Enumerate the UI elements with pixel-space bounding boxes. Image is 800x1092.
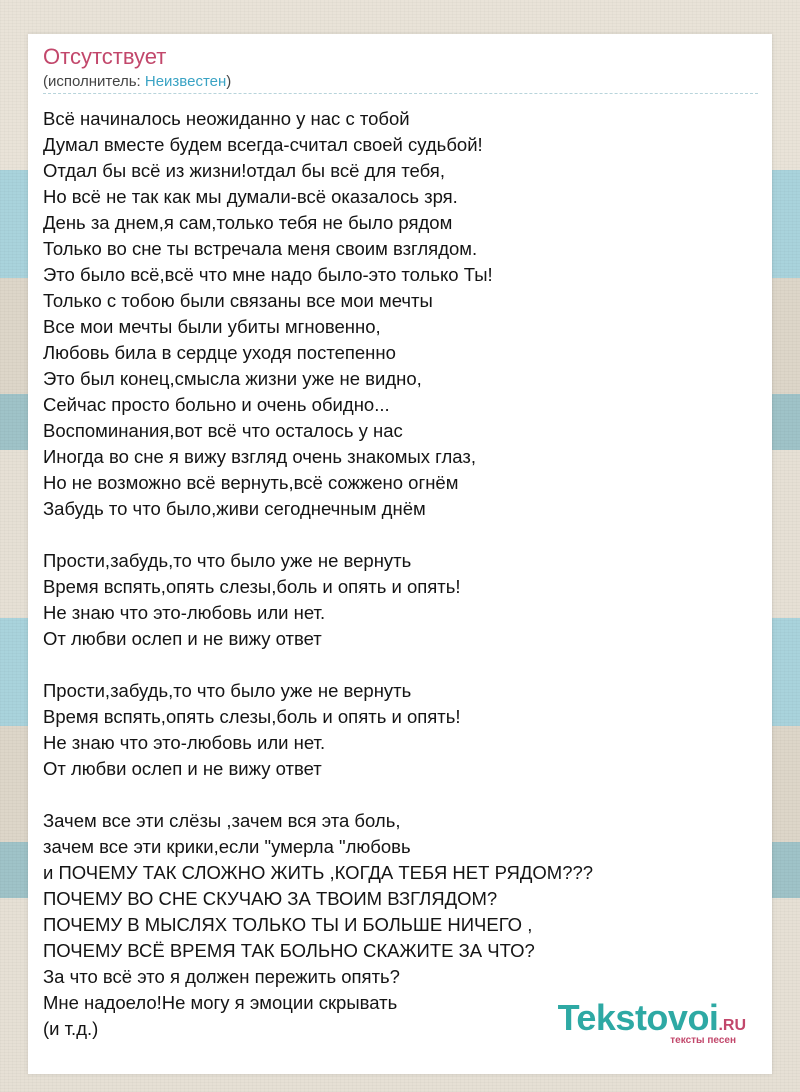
lyrics-line: Иногда во сне я вижу взгляд очень знакомых глаз, — [43, 446, 476, 467]
artist-line — [43, 73, 231, 91]
logo-name: Tekstovoi — [557, 997, 719, 1038]
artist-prefix: (исполнитель: — [43, 73, 145, 90]
lyrics-line: Но всё не так как мы думали-всё оказалось зря. — [43, 186, 458, 207]
lyrics-line: Только с тобою были связаны все мои мечты — [43, 290, 433, 311]
lyrics-line: Прости,забудь,то что было уже не вернуть — [43, 550, 412, 571]
artist-link[interactable]: Неизвестен — [144, 73, 227, 90]
lyrics-line: Это было всё,всё что мне надо было-это только Ты! — [43, 264, 493, 285]
lyrics-line: От любви ослеп и не вижу ответ — [43, 628, 322, 649]
site-logo[interactable] — [557, 997, 746, 1050]
lyrics-line: Зачем все эти слёзы ,зачем вся эта боль, — [43, 810, 401, 831]
song-title: Отсутствует — [43, 44, 167, 69]
lyrics-line: Не знаю что это-любовь или нет. — [43, 602, 326, 623]
lyrics-line: Только во сне ты встречала меня своим взглядом. — [43, 238, 478, 259]
lyrics-line: От любви ослеп и не вижу ответ — [43, 758, 322, 779]
lyrics-stanza — [43, 678, 763, 782]
lyrics-line: (и т.д.) — [43, 1018, 99, 1039]
logo-tld: .RU — [718, 1017, 746, 1034]
lyrics-body — [43, 106, 763, 1042]
title-divider — [43, 93, 758, 94]
lyrics-line: ПОЧЕМУ ВСЁ ВРЕМЯ ТАК БОЛЬНО СКАЖИТЕ ЗА ЧТО? — [43, 940, 535, 961]
lyrics-sheet — [28, 34, 772, 1074]
lyrics-line: Не знаю что это-любовь или нет. — [43, 732, 326, 753]
lyrics-line: Воспоминания,вот всё что осталось у нас — [43, 420, 403, 441]
artist-suffix: ) — [226, 73, 232, 90]
lyrics-line: ПОЧЕМУ ВО СНЕ СКУЧАЮ ЗА ТВОИМ ВЗГЛЯДОМ? — [43, 888, 498, 909]
lyrics-line: Мне надоело!Не могу я эмоции скрывать — [43, 992, 398, 1013]
lyrics-line: Прости,забудь,то что было уже не вернуть — [43, 680, 412, 701]
lyrics-line: День за днем,я сам,только тебя не было рядом — [43, 212, 453, 233]
lyrics-line: Время вспять,опять слезы,боль и опять и опять! — [43, 706, 461, 727]
lyrics-line: ПОЧЕМУ В МЫСЛЯХ ТОЛЬКО ТЫ И БОЛЬШЕ НИЧЕГО , — [43, 914, 533, 935]
lyrics-line: Время вспять,опять слезы,боль и опять и опять! — [43, 576, 461, 597]
lyrics-line: Это был конец,смысла жизни уже не видно, — [43, 368, 422, 389]
lyrics-line: Забудь то что было,живи сегоднечным днём — [43, 498, 426, 519]
lyrics-line: Все мои мечты были убиты мгновенно, — [43, 316, 381, 337]
lyrics-line: Отдал бы всё из жизни!отдал бы всё для тебя, — [43, 160, 445, 181]
lyrics-stanza — [43, 548, 763, 652]
lyrics-line: Любовь била в сердце уходя постепенно — [43, 342, 396, 363]
logo-tagline: тексты песен — [670, 1035, 736, 1046]
lyrics-stanza — [43, 106, 763, 522]
lyrics-line: Но не возможно всё вернуть,всё сожжено огнём — [43, 472, 459, 493]
lyrics-line: Всё начиналось неожиданно у нас с тобой — [43, 108, 410, 129]
lyrics-line: и ПОЧЕМУ ТАК СЛОЖНО ЖИТЬ ,КОГДА ТЕБЯ НЕТ РЯДОМ??? — [43, 862, 594, 883]
lyrics-line: Думал вместе будем всегда-считал своей судьбой! — [43, 134, 483, 155]
lyrics-line: За что всё это я должен пережить опять? — [43, 966, 400, 987]
lyrics-line: зачем все эти крики,если "умерла "любовь — [43, 836, 411, 857]
lyrics-line: Сейчас просто больно и очень обидно... — [43, 394, 390, 415]
